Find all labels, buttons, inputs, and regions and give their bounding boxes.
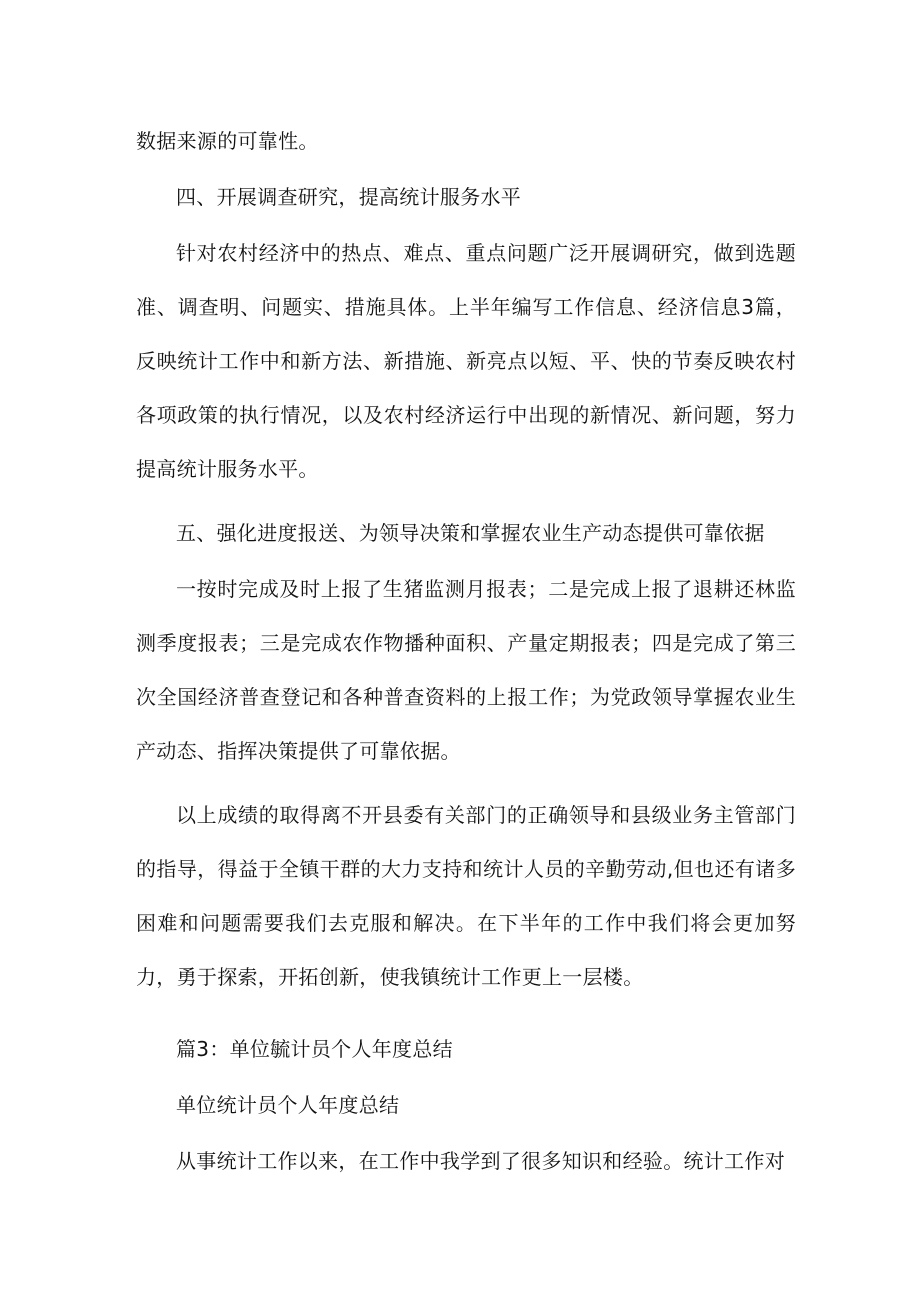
section-heading-4: 四、开展调查研究，提高统计服务水平: [176, 185, 522, 209]
article-title: 篇3：单位毓计员个人年度总结: [176, 1037, 453, 1061]
paragraph-research: 针对农村经济中的热点、难点、重点问题广泛开展调研究，做到选题准、调查明、问题实、措施具体。上半年编写工作信息、经济信息3篇，反映统计工作中和新方法、新措施、新亮点以短、平、快的节奏反映农村各项政策的执行情况，以及农村经济运行中出现的新情况、新问题，努力提高统计服务水平。: [136, 241, 796, 481]
article-subtitle: 单位统计员个人年度总结: [176, 1093, 400, 1117]
paragraph-summary: 以上成绩的取得离不开县委有关部门的正确领导和县级业务主管部门的指导，得益于全镇干群的大力支持和统计人员的辛勤劳动,但也还有诸多困难和问题需要我们去克服和解决。在下半年的工作中我们将会更加努力，勇于探索，开拓创新，使我镇统计工作更上一层楼。: [136, 803, 796, 989]
paragraph-continuation: 数据来源的可靠性。: [136, 129, 319, 153]
paragraph-intro: 从事统计工作以来，在工作中我学到了很多知识和经验。统计工作对: [176, 1149, 785, 1173]
section-heading-5: 五、强化进度报送、为领导决策和掌握农业生产动态提供可靠依据: [176, 521, 765, 545]
paragraph-reports: 一按时完成及时上报了生猪监测月报表；二是完成上报了退耕还林监测季度报表；三是完成农作物播种面积、产量定期报表；四是完成了第三次全国经济普查登记和各种普查资料的上报工作；为党政领导掌握农业生产动态、指挥决策提供了可靠依据。: [136, 577, 796, 763]
